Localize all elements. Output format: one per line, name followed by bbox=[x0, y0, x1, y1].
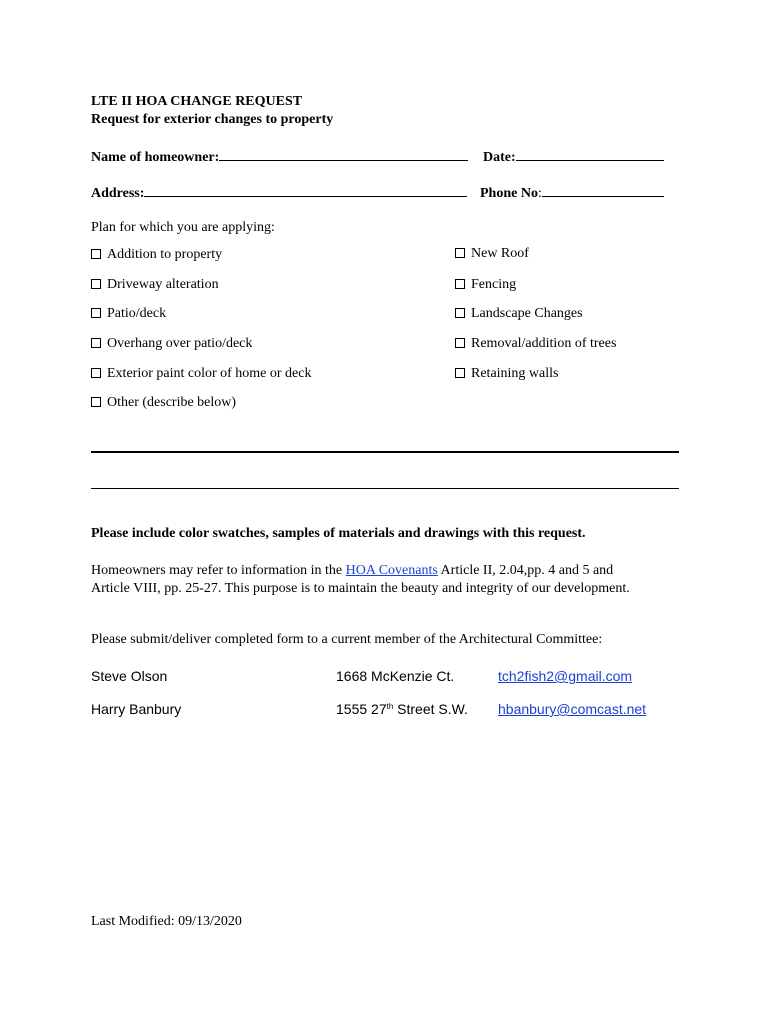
checkbox-icon[interactable] bbox=[455, 308, 465, 318]
checkbox-icon[interactable] bbox=[455, 338, 465, 348]
checkbox-icon[interactable] bbox=[91, 249, 101, 259]
member-address: 1668 McKenzie Ct. bbox=[336, 668, 455, 684]
checkbox-other[interactable] bbox=[91, 395, 236, 411]
checkbox-landscape[interactable] bbox=[455, 306, 583, 322]
phone-colon: : bbox=[537, 186, 542, 201]
checkbox-fencing[interactable] bbox=[455, 277, 516, 293]
member-email-link[interactable]: hbanbury@comcast.net bbox=[498, 701, 647, 717]
checkbox-exterior-paint[interactable] bbox=[91, 366, 311, 382]
checkbox-label: Landscape Changes bbox=[471, 306, 583, 321]
checkbox-icon[interactable] bbox=[455, 248, 465, 258]
checkbox-icon[interactable] bbox=[91, 338, 101, 348]
date-label: Date: bbox=[483, 150, 516, 165]
checkbox-label: Patio/deck bbox=[107, 306, 167, 321]
checkbox-label: Retaining walls bbox=[471, 366, 559, 381]
checkbox-icon[interactable] bbox=[91, 368, 101, 378]
form-subtitle: Request for exterior changes to property bbox=[91, 112, 334, 127]
plan-prompt: Plan for which you are applying: bbox=[91, 220, 275, 235]
last-modified: Last Modified: 09/13/2020 bbox=[91, 914, 242, 929]
checkbox-new-roof[interactable] bbox=[455, 246, 529, 262]
address-superscript: th bbox=[386, 702, 394, 711]
description-line-1[interactable] bbox=[91, 451, 679, 453]
checkbox-label: Fencing bbox=[471, 277, 517, 292]
checkbox-label: Other (describe below) bbox=[107, 395, 237, 410]
form-title: LTE II HOA CHANGE REQUEST bbox=[91, 94, 303, 109]
checkbox-icon[interactable] bbox=[455, 279, 465, 289]
address-number: 1555 27 bbox=[336, 701, 387, 717]
checkbox-icon[interactable] bbox=[91, 397, 101, 407]
checkbox-patio[interactable] bbox=[91, 306, 166, 322]
checkbox-icon[interactable] bbox=[91, 279, 101, 289]
address-field[interactable] bbox=[91, 184, 467, 202]
checkbox-label: Addition to property bbox=[107, 247, 223, 262]
date-input[interactable] bbox=[516, 148, 664, 161]
hoa-covenants-link[interactable]: HOA Covenants bbox=[345, 563, 438, 578]
checkbox-label: Removal/addition of trees bbox=[471, 336, 617, 351]
checkbox-retaining-walls[interactable] bbox=[455, 366, 559, 382]
member-name: Steve Olson bbox=[91, 668, 168, 684]
checkbox-addition[interactable] bbox=[91, 247, 222, 263]
member-address bbox=[336, 701, 468, 717]
phone-input[interactable] bbox=[542, 184, 664, 197]
address-street: Street S.W. bbox=[393, 701, 468, 717]
checkbox-label: Driveway alteration bbox=[107, 277, 219, 292]
description-line-2[interactable] bbox=[91, 488, 679, 489]
checkbox-label: Overhang over patio/deck bbox=[107, 336, 253, 351]
checkbox-icon[interactable] bbox=[91, 308, 101, 318]
address-input[interactable] bbox=[144, 184, 467, 197]
checkbox-label: New Roof bbox=[471, 246, 529, 261]
homeowner-input[interactable] bbox=[219, 148, 468, 161]
homeowner-field[interactable] bbox=[91, 148, 468, 166]
phone-field[interactable] bbox=[480, 184, 664, 202]
checkbox-driveway[interactable] bbox=[91, 277, 219, 293]
covenants-note bbox=[91, 562, 651, 598]
covenants-text-post: Article II, 2.04,pp. 4 and 5 and Article VIII, pp. 25-27. This purpose is to maintain the beauty and integrity of our development. bbox=[91, 563, 630, 596]
submit-note: Please submit/deliver completed form to a current member of the Architectural Committee: bbox=[91, 632, 603, 647]
member-email-link[interactable]: tch2fish2@gmail.com bbox=[498, 668, 633, 684]
checkbox-icon[interactable] bbox=[455, 368, 465, 378]
checkbox-trees[interactable] bbox=[455, 336, 616, 352]
checkbox-label: Exterior paint color of home or deck bbox=[107, 366, 312, 381]
member-name: Harry Banbury bbox=[91, 701, 182, 717]
include-note: Please include color swatches, samples of materials and drawings with this request. bbox=[91, 526, 586, 541]
phone-label: Phone No bbox=[480, 186, 538, 201]
address-label: Address: bbox=[91, 186, 145, 201]
covenants-text-pre: Homeowners may refer to information in the bbox=[91, 563, 346, 578]
homeowner-label: Name of homeowner: bbox=[91, 150, 220, 165]
date-field[interactable] bbox=[483, 148, 664, 166]
checkbox-overhang[interactable] bbox=[91, 336, 252, 352]
